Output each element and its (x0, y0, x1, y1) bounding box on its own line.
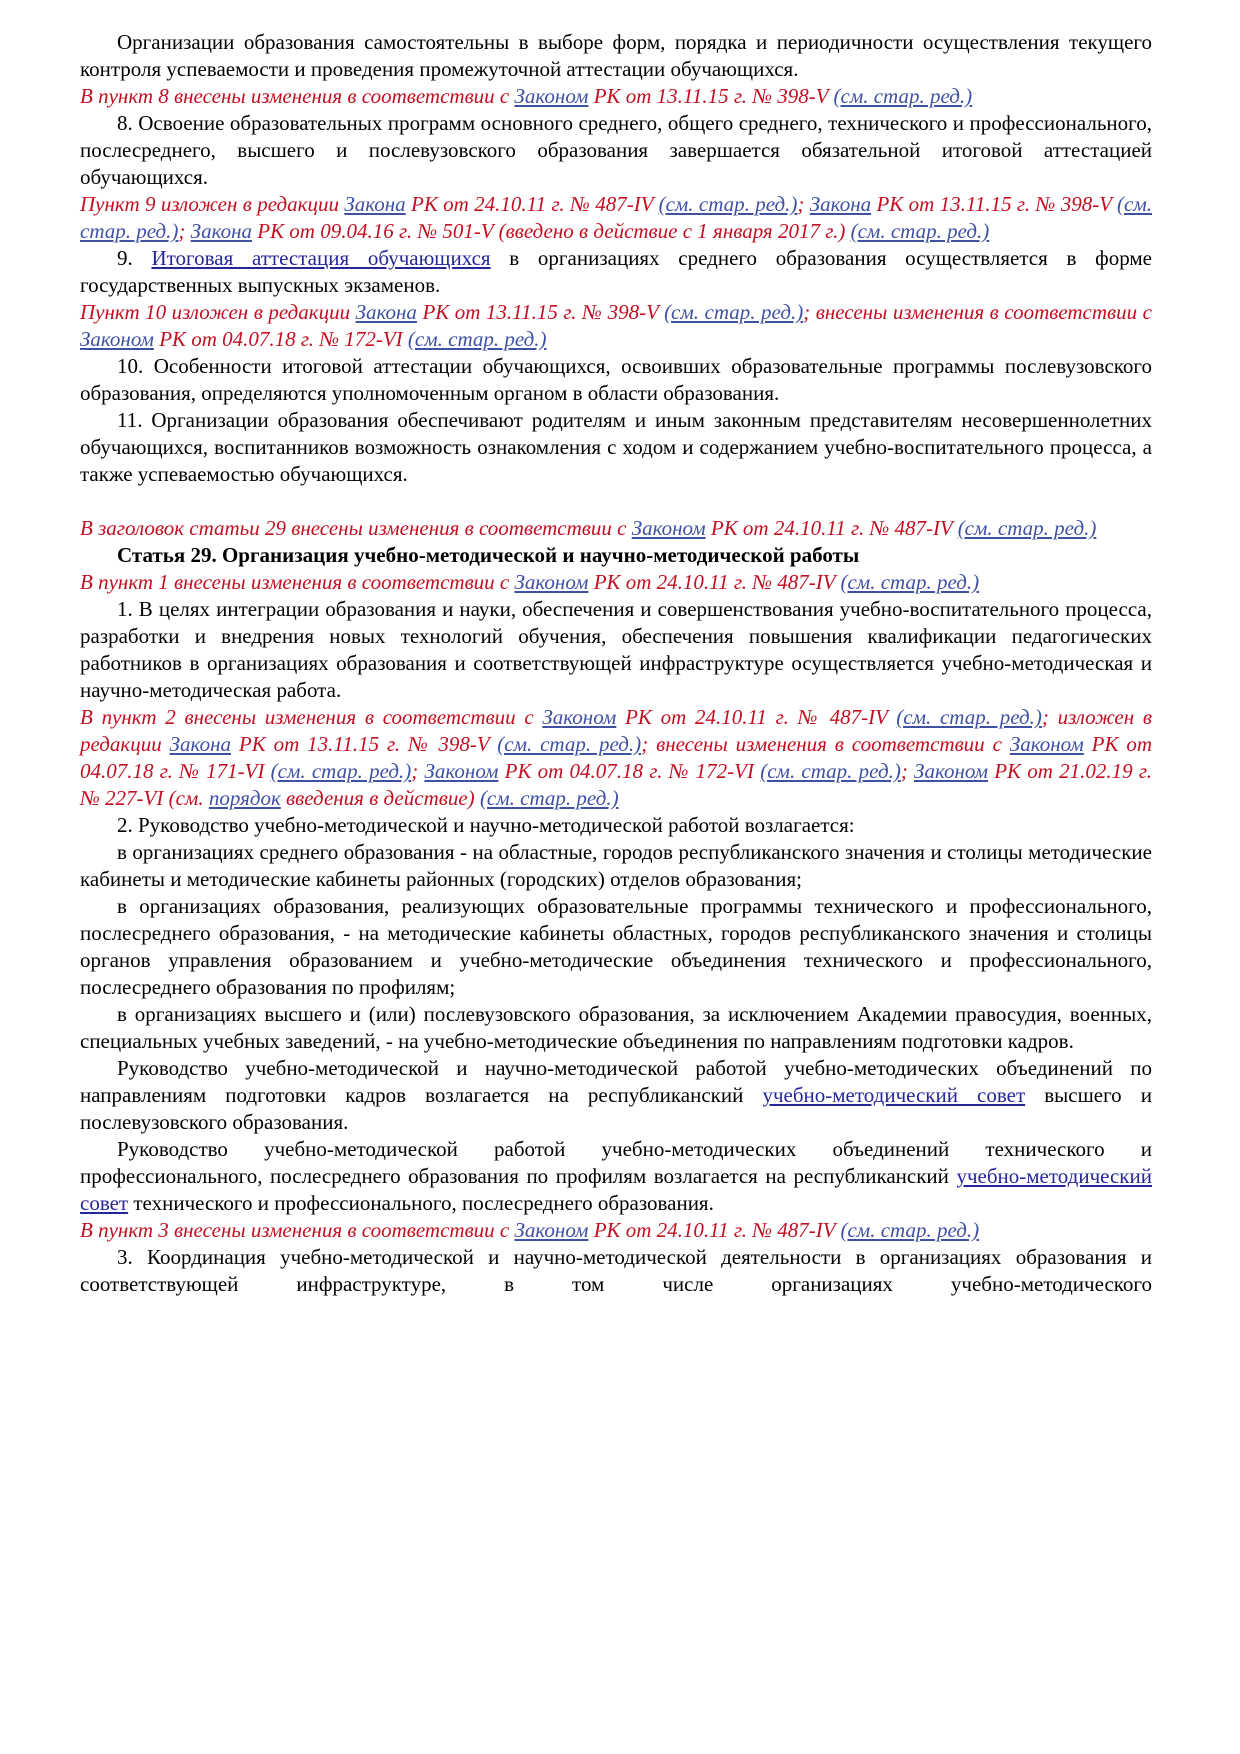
law-link[interactable]: Закона (169, 732, 231, 756)
law-link[interactable]: Закона (344, 192, 406, 216)
text-run: ; изложен в редакции (80, 705, 1153, 756)
text-run: ; внесены изменения в соответствии с (803, 300, 1152, 324)
text-run: ; (411, 759, 425, 783)
law-link[interactable]: Законом (514, 1218, 589, 1242)
text-run: высшего и послевузовского образования. (80, 1083, 1152, 1134)
final-attestation-link[interactable]: Итоговая аттестация обучающихся (151, 246, 491, 270)
text-run: РК от 24.10.11 г. № 487-IV (405, 192, 659, 216)
see-old-edition-link[interactable]: (см. стар. ред.) (664, 300, 804, 324)
text-run: в организациях высшего и (или) послевузовского образования, за исключением Академии правосудия, военных, специальных учебных заведений, - на учебно-методические объединения по направлениям подготовки кадров. (80, 1002, 1152, 1053)
text-run: В пункт 2 внесены изменения в соответствии с (80, 705, 543, 729)
text-run: 10. Особенности итоговой аттестации обучающихся, освоивших образовательные программы послевузовского образования, определяются уполномоченным органом в области образования. (80, 354, 1152, 405)
text-run: В пункт 3 внесены изменения в соответствии с (80, 1218, 515, 1242)
text-run: ; (797, 192, 810, 216)
law-link[interactable]: Законом (514, 570, 589, 594)
text-run: РК от 13.11.15 г. № 398-V (231, 732, 498, 756)
text-run: в организациях образования, реализующих образовательные программы технического и профессионального, послесреднего образования, - на методические кабинеты областных, городов республиканского значения и столицы органов управления образованием и учебно-методические объединения технического и профессионального, послесреднего образования по профилям; (80, 894, 1152, 999)
see-old-edition-link[interactable]: (см. стар. ред.) (497, 732, 642, 756)
text-run: ; внесены изменения в соответствии с (641, 732, 1010, 756)
law-link[interactable]: Законом (631, 516, 706, 540)
text-run: введения в действие) (280, 786, 480, 810)
text-run: Руководство учебно-методической работой учебно-методических объединений технического и профессионального, послесреднего образования по профилям возлагается на республиканский (80, 1137, 1152, 1188)
document-body (80, 29, 1152, 1298)
see-old-edition-link[interactable]: (см. стар. ред.) (833, 84, 973, 108)
text-run: Пункт 10 изложен в редакции (80, 300, 356, 324)
law-link[interactable]: Законом (1009, 732, 1084, 756)
text-run: в организациях среднего образования осуществляется в форме государственных выпускных экзаменов. (80, 246, 1153, 297)
amendment-note-point-10 (80, 299, 1152, 353)
paragraph-point-11 (80, 407, 1152, 488)
text-run: РК от 04.07.18 г. № 171-VI (80, 732, 1153, 783)
text-run: РК от 04.07.18 г. № 172-VI (153, 327, 408, 351)
text-run: РК от 24.10.11 г. № 487-IV (588, 570, 841, 594)
see-old-edition-link[interactable]: (см. стар. ред.) (479, 786, 619, 810)
paragraph-point-2 (80, 812, 1152, 839)
law-link[interactable]: Закона (809, 192, 872, 216)
text-run: ; (178, 219, 191, 243)
text-run: Организации образования самостоятельны в выборе форм, порядка и периодичности осуществления текущего контроля успеваемости и проведения промежуточной аттестации обучающихся. (80, 30, 1152, 81)
blank-line (80, 488, 1152, 515)
text-run: ; (900, 759, 915, 783)
paragraph-point-1 (80, 596, 1152, 704)
law-link[interactable]: Закона (190, 219, 253, 243)
paragraph-point-2-technical-education (80, 893, 1152, 1001)
amendment-note-point-3 (80, 1217, 1152, 1244)
text-run: РК от 24.10.11 г. № 487-IV (616, 705, 897, 729)
text-run: РК от 24.10.11 г. № 487-IV (588, 1218, 841, 1242)
text-run: РК от 13.11.15 г. № 398-V (416, 300, 665, 324)
see-old-edition-link[interactable]: (см. стар. ред.) (407, 327, 547, 351)
methodical-council-link[interactable]: учебно-методический совет (80, 1164, 1152, 1215)
text-run: технического и профессионального, послесреднего образования. (128, 1191, 714, 1215)
paragraph-point-2-secondary-education (80, 839, 1152, 893)
law-link[interactable]: Законом (542, 705, 617, 729)
paragraph-point-3 (80, 1244, 1152, 1298)
amendment-note-article-29-title (80, 515, 1152, 542)
text-run: РК от 24.10.11 г. № 487-IV (705, 516, 958, 540)
text-run: Статья 29. Организация учебно-методической и научно-методической работы (117, 543, 860, 567)
law-link[interactable]: Законом (424, 759, 499, 783)
law-link[interactable]: Законом (80, 327, 154, 351)
text-run: 11. Организации образования обеспечивают родителям и иным законным представителям несовершеннолетних обучающихся, воспитанников возможность ознакомления с ходом и содержанием учебно-воспитательного процесса, а также успеваемостью обучающихся. (80, 408, 1152, 486)
text-run: 8. Освоение образовательных программ основного среднего, общего среднего, технического и профессионального, послесреднего, высшего и послевузовского образования завершается обязательной итоговой аттестацией обучающихся. (80, 111, 1152, 189)
paragraph-point-9 (80, 245, 1152, 299)
paragraph-point-2-higher-education (80, 1001, 1152, 1055)
text-run: РК от 09.04.16 г. № 501-V (введено в действие с 1 января 2017 г.) (252, 219, 851, 243)
paragraph-point-2-higher-council (80, 1055, 1152, 1136)
see-old-edition-link[interactable]: (см. стар. ред.) (896, 705, 1042, 729)
amendment-note-point-8 (80, 83, 1152, 110)
paragraph-point-10 (80, 353, 1152, 407)
text-run: 1. В целях интеграции образования и науки, обеспечения и совершенствования учебно-воспитательного процесса, разработки и внедрения новых технологий обучения, обеспечения повышения квалификации педагогических работников в организациях образования и соответствующей инфраструктуре осуществляется учебно-методическая и научно-методическая работа. (80, 597, 1152, 702)
see-old-edition-link[interactable]: (см. стар. ред.) (957, 516, 1097, 540)
text-run: В пункт 8 внесены изменения в соответствии с (80, 84, 515, 108)
law-link[interactable]: Законом (914, 759, 988, 783)
see-old-edition-link[interactable]: (см. стар. ред.) (850, 219, 990, 243)
text-run: Пункт 9 изложен в редакции (80, 192, 345, 216)
see-old-edition-link[interactable]: (см. стар. ред.) (80, 192, 1152, 243)
text-run: 9. (117, 246, 152, 270)
paragraph-autonomy (80, 29, 1152, 83)
text-run: В заголовок статьи 29 внесены изменения в соответствии с (80, 516, 632, 540)
amendment-note-point-9 (80, 191, 1152, 245)
amendment-note-point-1 (80, 569, 1152, 596)
methodical-council-link[interactable]: учебно-методический совет (762, 1083, 1026, 1107)
paragraph-point-2-technical-council (80, 1136, 1152, 1217)
text-run: РК от 13.11.15 г. № 398-V (871, 192, 1118, 216)
text-run: РК от 21.02.19 г. № 227-VI (см. (80, 759, 1153, 810)
text-run: В пункт 1 внесены изменения в соответствии с (80, 570, 515, 594)
text-run: 2. Руководство учебно-методической и научно-методической работой возлагается: (117, 813, 855, 837)
amendment-note-point-2 (80, 704, 1152, 812)
see-old-edition-link[interactable]: (см. стар. ред.) (270, 759, 412, 783)
paragraph-point-8 (80, 110, 1152, 191)
law-link[interactable]: Закона (355, 300, 417, 324)
see-old-edition-link[interactable]: (см. стар. ред.) (658, 192, 798, 216)
see-old-edition-link[interactable]: (см. стар. ред.) (840, 570, 980, 594)
law-link[interactable]: Законом (514, 84, 589, 108)
text-run: Руководство учебно-методической и научно-методической работой учебно-методических объединений по направлениям подготовки кадров возлагается на республиканский (80, 1056, 1152, 1107)
text-run: РК от 13.11.15 г. № 398-V (588, 84, 834, 108)
see-old-edition-link[interactable]: (см. стар. ред.) (840, 1218, 980, 1242)
order-link[interactable]: порядок (208, 786, 281, 810)
article-29-heading (80, 542, 1152, 569)
text-run: 3. Координация учебно-методической и научно-методической деятельности в организациях образования и соответствующей инфраструктуре, в том числе организациях учебно-методического (80, 1245, 1152, 1296)
see-old-edition-link[interactable]: (см. стар. ред.) (760, 759, 901, 783)
text-run: в организациях среднего образования - на областные, городов республиканского значения и столицы методические кабинеты и методические кабинеты районных (городских) отделов образования; (80, 840, 1152, 891)
text-run: РК от 04.07.18 г. № 172-VI (498, 759, 761, 783)
